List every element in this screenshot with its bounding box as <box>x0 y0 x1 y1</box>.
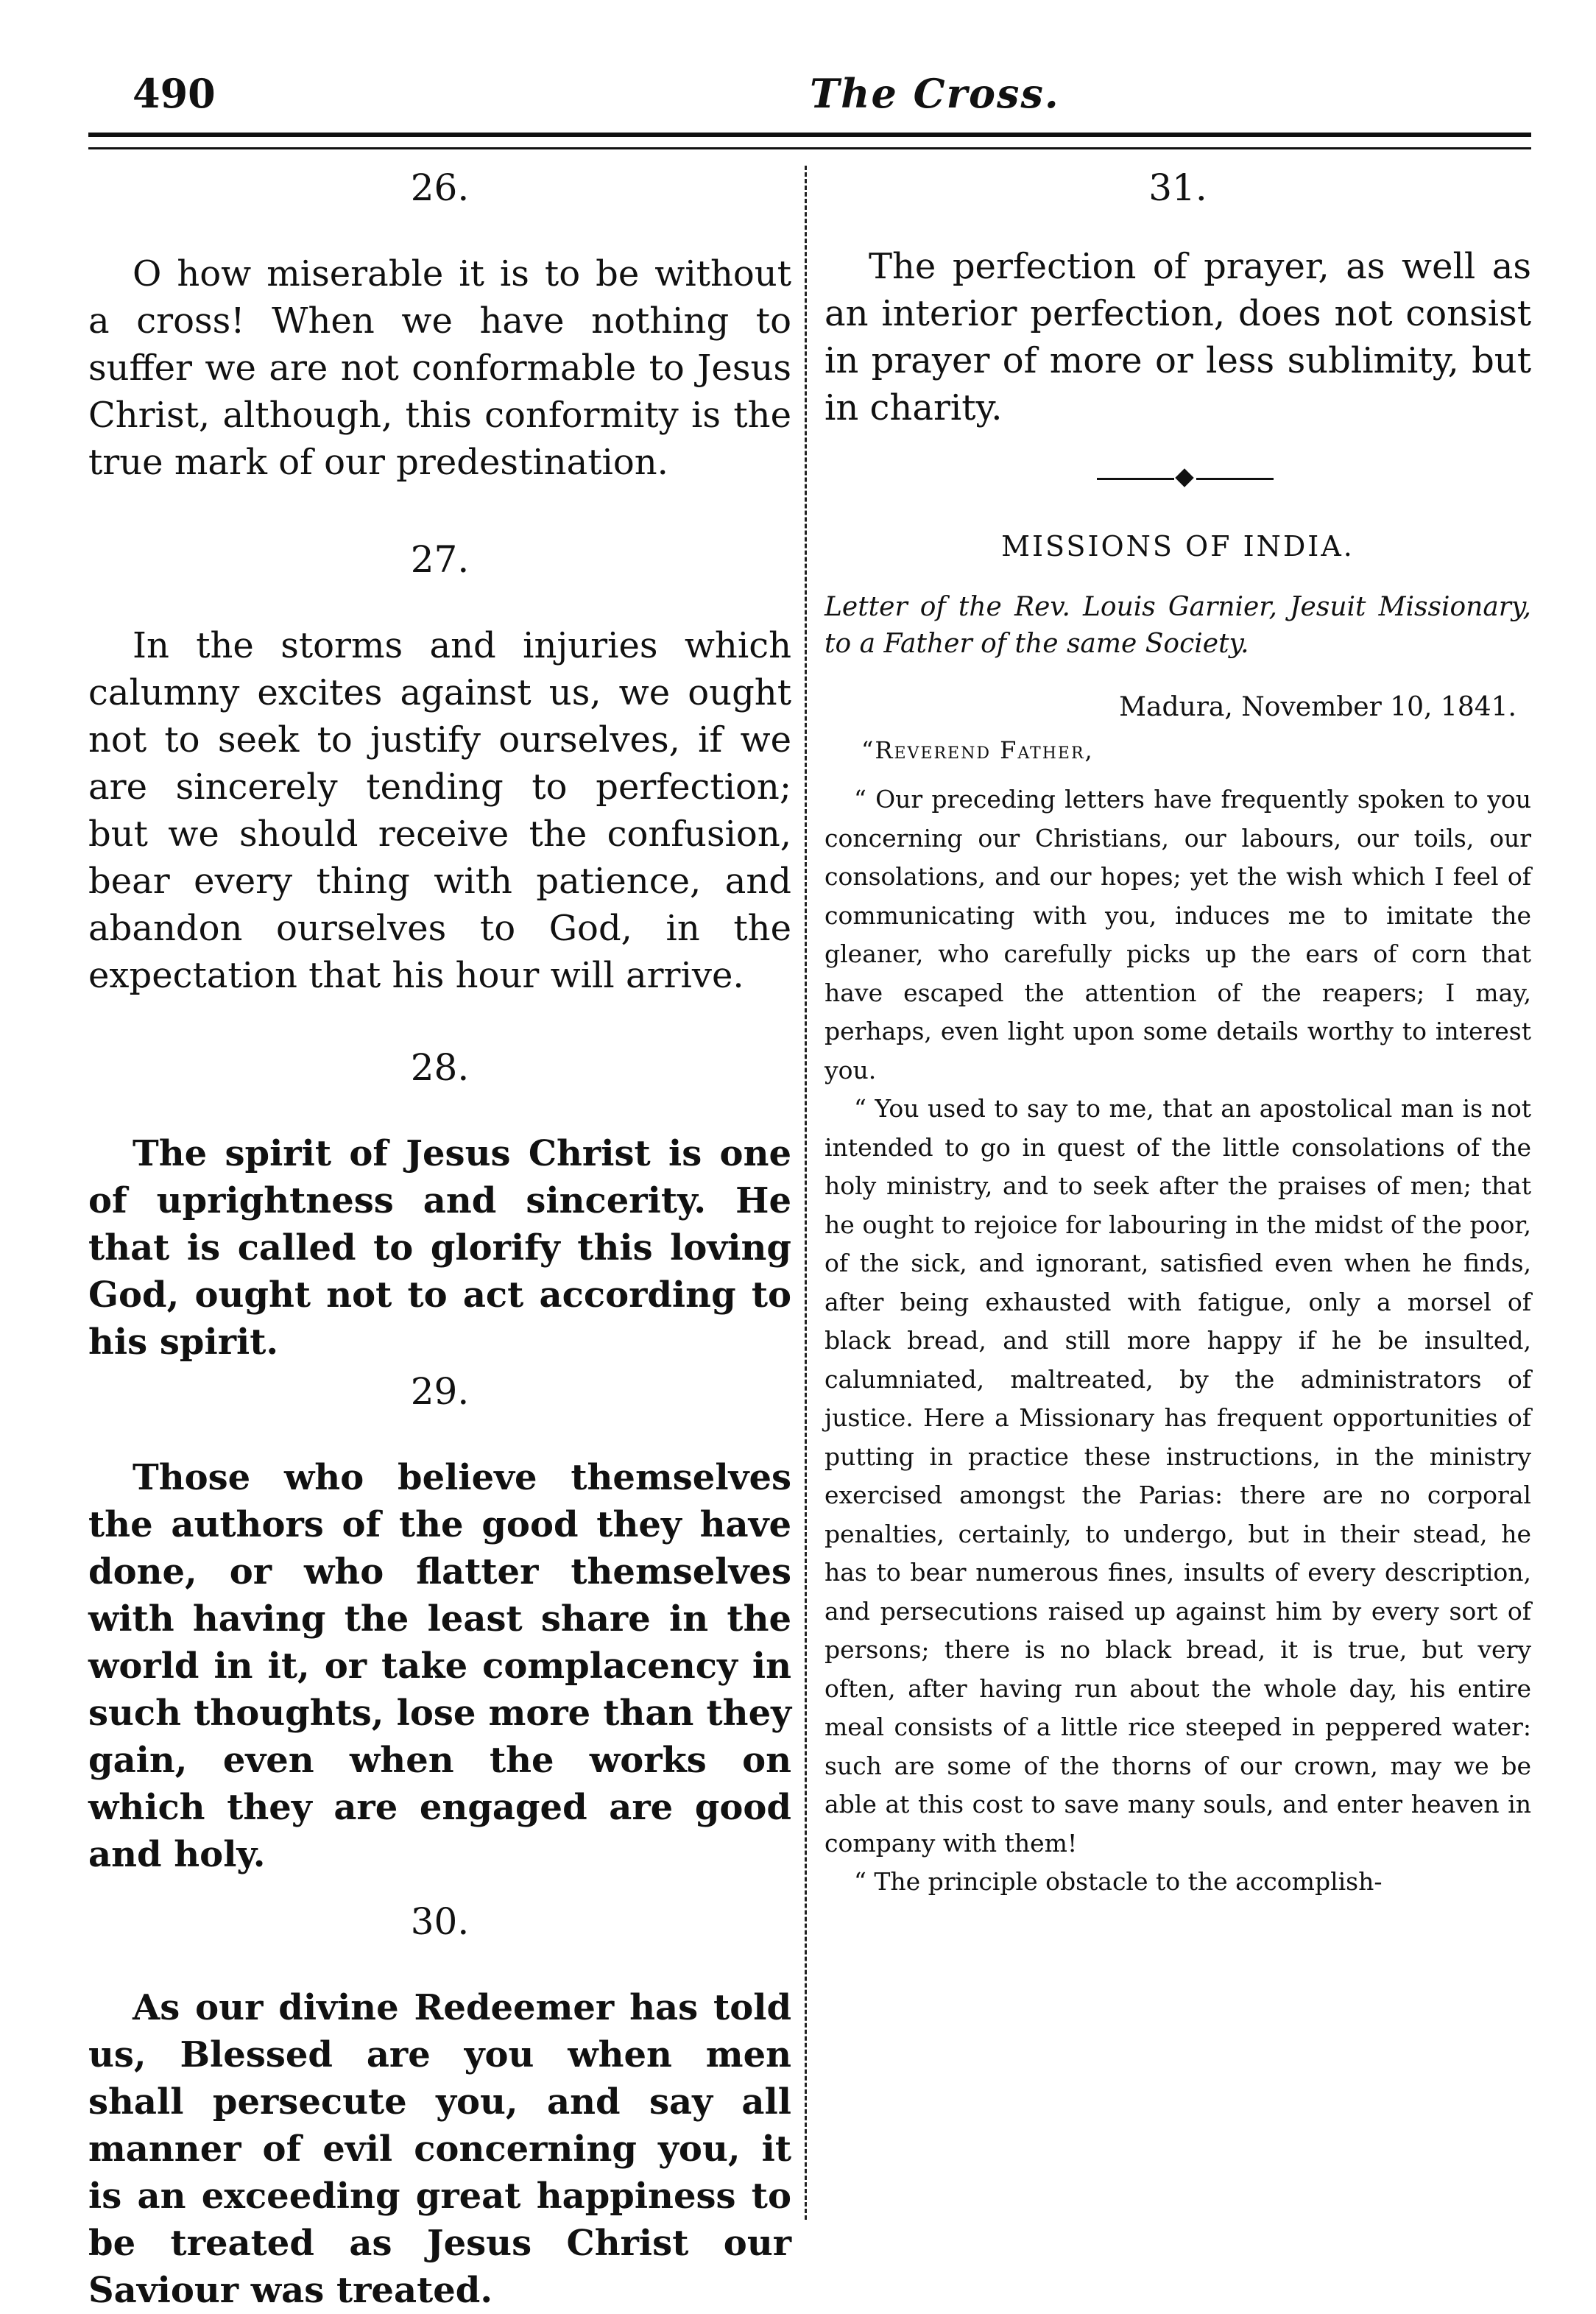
maxim-text: O how miserable it is to be without a cross! When we have nothing to suffer we are not conformable to Jesus Christ, although, this conformity is the true mark of our predestination. <box>88 253 791 483</box>
column-divider <box>805 166 807 2220</box>
maxim-text: The spirit of Jesus Christ is one of uprightness and sincerity. He that is called to glorify this loving God, ought not to act according to his spirit. <box>88 1133 791 1363</box>
maxim-text: As our divine Redeemer has told us, Blessed are you when men shall persecute you, and say all manner of evil concerning you, it is an exceeding great happiness to be treated as Jesus Christ our Saviour was treated. <box>88 1987 791 2311</box>
letter-salutation: “Reverend Father, <box>861 736 1094 764</box>
letter-subtitle: Letter of the Rev. Louis Garnier, Jesuit Missionary, to a Father of the same Society. <box>825 592 1531 659</box>
letter-paragraph: “ Our preceding letters have frequently spoken to you concerning our Christians, our labours, our toils, our consolations, and our hopes; yet the wish which I feel of communicating with you, induces me to imitate the gleaner, who carefully picks up the ears of corn that have escaped the attention of the reapers; I may, perhaps, even light upon some details worthy to interest you. <box>825 785 1531 1084</box>
letter-paragraph: “ The principle obstacle to the accomplish- <box>854 1867 1383 1896</box>
section-title: MISSIONS OF INDIA. <box>1001 530 1355 562</box>
running-title: The Cross. <box>810 70 1060 117</box>
maxim-28 <box>88 1045 791 1366</box>
maxim-26 <box>88 166 791 486</box>
letter-dateline: Madura, November 10, 1841. <box>1119 692 1516 722</box>
maxim-text: Those who believe themselves the authors of the good they have done, or who flatter themselves with having the least share in the world in it, or take complacency in such thoughts, lose more than they gain, even when the works on which they are engaged are good and holy. <box>88 1457 791 1875</box>
maxim-number: 27. <box>410 538 470 581</box>
maxim-number: 29. <box>410 1370 470 1413</box>
letter-paragraph: “ You used to say to me, that an apostolical man is not intended to go in quest of the little consolations of the holy ministry, and to seek after the praises of men; that he ought to rejoice for labouring in the midst of the poor, of the sick, and ignorant, satisfied even when he finds, after being exhausted with fatigue, only a morsel of black bread, and still more happy if he be insulted, calumniated, maltreated, by the administrators of justice. Here a Missionary has frequent opportunities of putting in practice these instructions, in the ministry exercised amongst the Parias: there are no corporal penalties, certainly, to undergo, but in their stead, he has to bear numerous fines, insults of every description, and persecutions raised up against him by every sort of persons; there is no black bread, it is true, but very often, after having run about the whole day, his entire meal consists of a little rice steeped in peppered water: such are some of the thorns of our crown, may we be able at this cost to save many souls, and enter heaven in company with them! <box>825 1094 1531 1858</box>
maxim-29 <box>88 1369 791 1878</box>
maxim-30 <box>88 1899 791 2314</box>
section-divider-ornament <box>1097 471 1274 486</box>
maxim-27 <box>88 537 791 999</box>
page-header <box>88 70 1531 129</box>
maxim-text: The perfection of prayer, as well as an interior perfection, does not consist in prayer of more or less sublimity, but in charity. <box>825 246 1531 428</box>
maxim-number: 28. <box>410 1046 470 1089</box>
page-number: 490 <box>133 70 216 117</box>
maxim-number: 26. <box>410 166 470 209</box>
maxim-number: 31. <box>1148 166 1207 209</box>
letter-body <box>825 780 1531 1902</box>
maxim-text: In the storms and injuries which calumny excites against us, we ought not to seek to justify ourselves, if we are sincerely tending to perfection; but we should receive the confusion, bear every thing with patience, and abandon ourselves to God, in the expectation that his hour will arrive. <box>88 625 791 996</box>
header-rule <box>88 133 1531 149</box>
right-column <box>825 166 1531 431</box>
maxim-number: 30. <box>410 1900 470 1943</box>
